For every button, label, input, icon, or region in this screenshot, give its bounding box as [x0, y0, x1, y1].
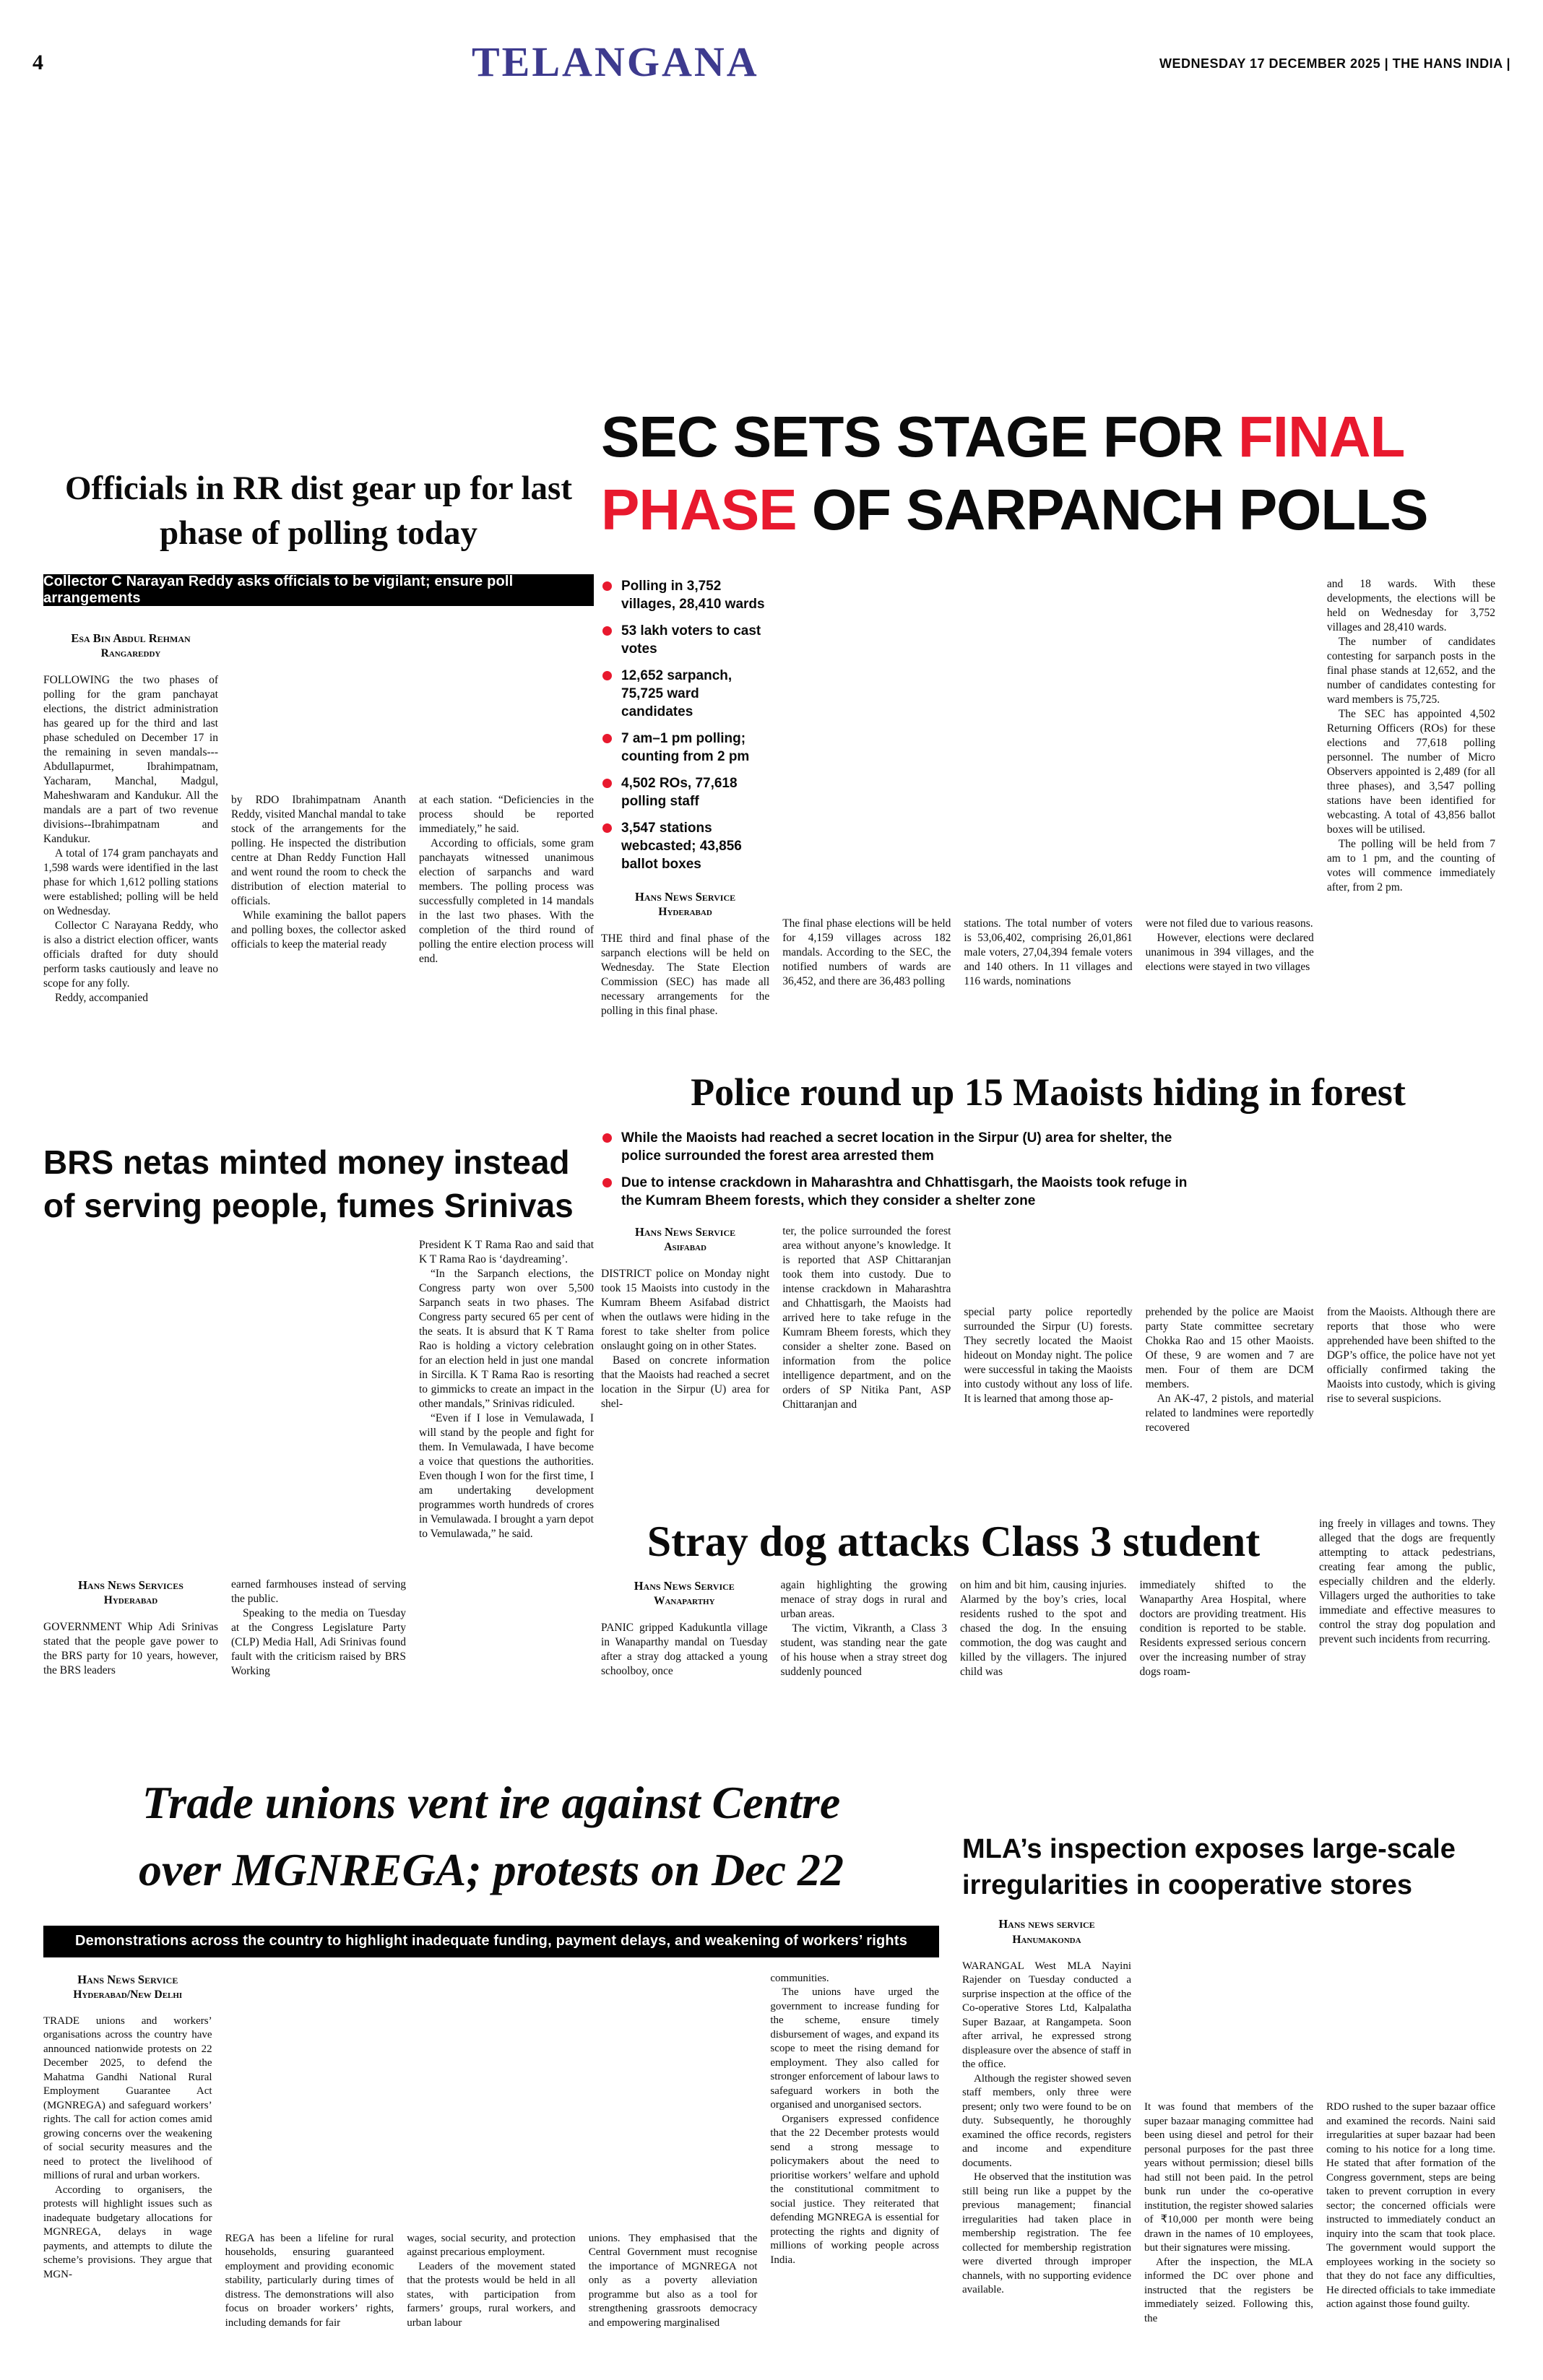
text-column [231, 631, 406, 1005]
text-column [781, 1578, 948, 1679]
byline-place: Hanumakonda [1012, 1933, 1081, 1946]
article-mla-inspection [962, 1831, 1495, 2379]
column-body [43, 1620, 218, 1678]
text-column [419, 631, 594, 1005]
paragraph: prehended by the police are Maoist party State committee secretary Chokka Rao and 15 other Maoists. Of these, 9 are women and 7 are men. Four of them are DCM members. [1145, 1305, 1314, 1390]
paragraph: While examining the ballot papers and polling boxes, the collector asked officials to keep the material ready [231, 909, 406, 951]
byline-place: Rangareddy [100, 647, 161, 660]
byline-author: Hans News Service [77, 1972, 178, 1986]
text-column [225, 1972, 394, 2331]
article-mgnrega-protests [43, 1770, 939, 2380]
bullet-point: 12,652 sarpanch, 75,725 ward candidates [601, 667, 769, 721]
paragraph: REGA has been a lifeline for rural households, ensuring guaranteed employment and providing economic stability, particularly during times of distress. The demonstrations will also focus on broader workers’ rights, including demands for fair [225, 2232, 394, 2329]
paragraph: by RDO Ibrahimpatnam Ananth Reddy, visited Manchal mandal to take stock of the arrangements for the polling. He inspected the distribution centre at Dhan Reddy Function Hall and went round the room to check the distribution of election material to officials. [231, 794, 406, 908]
byline-place: Hyderabad/New Delhi [73, 1988, 183, 2001]
paragraph: RDO rushed to the super bazaar office and examined the records. Naini said irregularities at super bazaar had been coming to his notice for a long time. He stated that after formation of the Congress government, steps are being taken to prevent corruption in every sector; the concerned officials were instructed to immediately conduct an inquiry into the scam that took place. The government would support the employees working in the society so that they do not face any difficulties, He directed officials to take immediate action against those found guilty. [1326, 2101, 1495, 2311]
paragraph: He observed that the institution was still being run like a puppet by the previous management; financial irregularities had taken place in membership registration. The fee collected for membership registration were diverted through improper channels, with no supporting evidence available. [962, 2171, 1131, 2295]
text-column [1146, 577, 1314, 1018]
paragraph: were not filed due to various reasons. [1145, 917, 1313, 930]
paragraph: A total of 174 gram panchayats and 1,598 wards were identified in the last phase for which 1,612 polling stations were established; polling will be held on Wednesday. [43, 847, 218, 918]
bullet-point: Polling in 3,752 villages, 28,410 wards [601, 577, 769, 613]
subhead-strap: Demonstrations across the country to highlight inadequate funding, payment delays, and weakening of workers’ rights [43, 1926, 939, 1957]
section-title: TELANGANA [472, 38, 759, 85]
headline: MLA’s inspection exposes large-scale irregularities in cooperative stores [962, 1834, 1456, 1901]
paragraph: at each station. “Deficiencies in the process should be reported immediately,” he said. [419, 794, 594, 836]
byline-place: Hyderabad [103, 1593, 158, 1606]
key-points-list [601, 1129, 1193, 1210]
headline-line-1: Trade unions vent ire against Centre [142, 1777, 841, 1828]
text-column [419, 1238, 594, 1679]
text-column [964, 577, 1132, 1018]
headline-black-part: OF SARPANCH POLLS [796, 477, 1428, 542]
paragraph: Reddy, accompanied [55, 992, 148, 1005]
text-column [407, 1972, 576, 2331]
paragraph: President K T Rama Rao and said that K T Rama Rao is ‘daydreaming’. [419, 1238, 594, 1265]
byline [601, 1578, 768, 1609]
paragraph: It was found that members of the super bazaar managing committee had been using diesel and petrol for their personal purposes for the past three years without permission; diesel bills had still not been paid. In the petrol bunk run under the co-operative institution, the register showed salaries of ₹10,000 per month were being drawn in the names of 10 employees, but their signatures were missing. [1144, 2101, 1313, 2254]
paragraph: According to officials, some gram panchayats witnessed unanimous election of sarpanchs and ward members. The polling process was successfully completed in 14 mandals in the last two phases. With the completion of the third round of polling the entire election process will end. [419, 837, 594, 966]
column-body [601, 932, 769, 1018]
byline-place: Wanaparthy [653, 1595, 715, 1608]
article-brs-srinivas [43, 1141, 594, 1768]
paragraph: special party police reportedly surrounded the Sirpur (U) forests. They secretly located the Maoist hideout on Monday night. The police were successful in taking the Maoists into custody without any loss of life. It is learned that among those ap- [964, 1305, 1133, 1405]
paragraph: from the Maoists. Although there are reports that those who were apprehended have been shifted to the DGP’s office, the police have not yet officially confirmed taking the Maoists into custody, which is giving rise to several suspicions. [1326, 1305, 1495, 1405]
bullet-point: 4,502 ROs, 77,618 polling staff [601, 774, 769, 810]
byline-author: Hans News Service [635, 889, 736, 904]
headline-and-columns [601, 1517, 1306, 1679]
text-column [231, 1238, 406, 1679]
headline [601, 401, 1495, 547]
byline-author: Hans News Service [634, 1579, 735, 1593]
paragraph: communities. [770, 1972, 829, 1984]
paragraph: Organisers expressed confidence that the 22 December protests would send a strong message to policymakers about the need to prioritise workers’ welfare and uphold the constitutional commitment to social justice. They reiterated that defending MGNREGA is essential for protecting the rights and dignity of millions of working people across India. [770, 2113, 939, 2266]
paragraph: The victim, Vikranth, a Class 3 student, was standing near the gate of his house when a stray street dog suddenly pounced [780, 1622, 947, 1678]
paragraph: ter, the police surrounded the forest area without anyone’s knowledge. It is reported that ASP Chittaranjan took them into custody. Due to intense crackdown in Maharashtra and Chhattisgarh, the Maoists had arrived here to take refuge in the Kumram Bheem forests, which they consider a shelter zone. Based on information from the police intelligence department, and on the orders of SP Nitika Pant, ASP Chittaranjan and [782, 1224, 951, 1411]
paragraph: TRADE unions and workers’ organisations across the country have announced nationwide protests on 22 December 2025, to defend the Mahatma Gandhi National Rural Employment Guarantee Act (MGNREGA) and safeguard workers’ rights. The call for action comes amid growing concerns over the weakening of social security measures and the need to protect the livelihood of millions of rural and urban workers. [43, 2015, 212, 2182]
byline [601, 889, 769, 920]
paragraph: “In the Sarpanch elections, the Congress party won over 5,500 Sarpanch seats in two phases. The Congress party secured 65 per cent of the seats. It is absurd that K T Rama Rao is holding a victory celebration for an election held in just one mandal in Sircilla. K T Rama Rao is resorting to gimmicks to create an impact in the other mandals,” Srinivas ridiculed. [419, 1267, 594, 1410]
headline-line-1 [601, 401, 1495, 474]
column-body [601, 1621, 768, 1679]
paragraph: The number of candidates contesting for sarpanch posts in the final phase stands at 12,652, and the number of candidates contesting for ward members is 75,725. [1326, 635, 1495, 706]
byline [43, 1972, 212, 2003]
paragraph: According to organisers, the protests will highlight issues such as inadequate budgetary allocations for MGNREGA, delays in wage payments, and attempts to dilute the scheme’s provisions. They argue that MGN- [43, 2184, 212, 2280]
text-column [43, 1972, 212, 2331]
column-body [601, 1267, 769, 1411]
headline: Stray dog attacks Class 3 student [647, 1518, 1261, 1565]
paragraph: However, elections were declared unanimous in 394 villages, and the elections were stayed in two villages [1145, 931, 1314, 973]
text-column [964, 1224, 1132, 1435]
paragraph: Collector C Narayana Reddy, who is also a district election officer, wants officials drafted for duty should perform tasks cautiously and leave no scope for any folly. [43, 919, 218, 990]
column-body [962, 1960, 1131, 2298]
text-column [43, 1238, 218, 1679]
paragraph: DISTRICT police on Monday night took 15 Maoists into custody in the Kumram Bheem Asifabad district when the outlaws were hiding in the forest to take shelter from police onslaught going on in other States. [601, 1267, 770, 1352]
text-column [1327, 577, 1495, 1018]
page-number: 4 [33, 51, 43, 74]
article-sec-sarpanch-polls [601, 401, 1495, 1069]
paragraph: The polling will be held from 7 am to 1 pm, and the counting of votes will commence immediately after, from 2 pm. [1326, 837, 1495, 893]
headline [43, 1770, 939, 1904]
byline [601, 1224, 769, 1255]
text-column [589, 1972, 758, 2331]
paragraph: stations. The total number of voters is 53,06,402, comprising 26,01,861 male voters, 27,04,394 female voters and 140 others. In 11 villages and 116 wards, nominations [964, 917, 1133, 987]
bullet-point: While the Maoists had reached a secret location in the Sirpur (U) area for shelter, the police surrounded the forest area arrested them [601, 1129, 1193, 1165]
paragraph: Although the register showed seven staff members, only three were present; only two were found to be on duty. Subsequently, he thoroughly examined the office records, registers and income and expenditure documents. [962, 2072, 1131, 2169]
text-column [1146, 1224, 1314, 1435]
byline-author: Esa Bin Abdul Rehman [71, 631, 191, 646]
paragraph: The SEC has appointed 4,502 Returning Officers (ROs) for these elections and 77,618 polling personnel. The number of Micro Observers appointed is 2,489 (for all three phases), and 3,547 polling stations have been identified for webcasting. A total of 43,856 ballot boxes will be utilised. [1326, 707, 1495, 836]
paragraph: again highlighting the growing menace of stray dogs in rural and urban areas. [780, 1579, 947, 1620]
column-body [43, 673, 218, 1005]
byline-place: Asifabad [664, 1241, 706, 1254]
paragraph: on him and bit him, causing injuries. Alarmed by the boy’s cries, local residents rushed to the spot and chased the dog. In the ensuing commotion, the dog was caught and killed by the villagers. The injured child was [960, 1579, 1127, 1678]
article-maoists-roundup [601, 1069, 1495, 1515]
headline: BRS netas minted money instead of serving people, fumes Srinivas [43, 1143, 574, 1224]
paragraph: unions. They emphasised that the Central Government must recognise the importance of MGNREGA not only as a poverty alleviation programme but also as a tool for strengthening grassroots democracy and empowering marginalised [588, 2232, 758, 2329]
text-column [782, 577, 951, 1018]
masthead [33, 38, 1510, 94]
paragraph: WARANGAL West MLA Nayini Rajender on Tuesday conducted a surprise inspection at the office of the Co-operative Stores Ltd, Kalpalatha Super Bazaar, at Rangampeta. Soon after arrival, he expressed strong displeasure over the absence of staff in the office. [962, 1960, 1131, 2070]
headline-line-2: over MGNREGA; protests on Dec 22 [139, 1843, 844, 1895]
paragraph: PANIC gripped Kadukuntla village in Wanaparthy mandal on Tuesday after a stray dog attacked a young schoolboy, once [601, 1622, 768, 1678]
headline-red-part: PHASE [601, 477, 797, 542]
subhead-strap: Collector C Narayan Reddy asks officials to be vigilant; ensure poll arrangements [43, 574, 594, 606]
paragraph: ing freely in villages and towns. They alleged that the dogs are frequently attempting to attack pedestrians, creating fear among the public, especially children and the elderly. Villagers urged the authorities to take immediate and effective measures to control the stray dog population and prevent such incidents from recurring. [1319, 1518, 1495, 1645]
text-column [1144, 1916, 1313, 2326]
paragraph: wages, social security, and protection against precarious employment. [407, 2232, 576, 2259]
paragraph: immediately shifted to the Wanaparthy Area Hospital, where doctors are providing treatment. His condition is reported to be stable. Residents expressed serious concern over the increasing number of stray dogs roam- [1139, 1579, 1306, 1678]
paragraph: An AK-47, 2 pistols, and material related to landmines were reportedly recovered [1145, 1392, 1314, 1434]
paragraph: earned farmhouses instead of serving the public. [231, 1578, 406, 1605]
paragraph: GOVERNMENT Whip Adi Srinivas stated that the people gave power to the BRS party for 10 years, however, the BRS leaders [43, 1620, 218, 1676]
byline-author: Hans News Services [78, 1578, 183, 1592]
text-column [1326, 1916, 1495, 2326]
byline-author: Hans news service [998, 1917, 1095, 1931]
paragraph: Speaking to the media on Tuesday at the Congress Legislature Party (CLP) Media Hall, Adi Srinivas found fault with the criticism raised by BRS Working [231, 1606, 406, 1677]
paragraph: FOLLOWING the two phases of polling for the gram panchayat elections, the district administration has geared up for the third and last phase scheduled on December 17 in the remaining in seven mandals---Abdullapurmet, Ibrahimpatnam, Yacharam, Manchal, Madgul, Maheshwaram and Kandukur. All the mandals are a part of two revenue divisions--Ibrahimpatnam and Kandukur. [43, 674, 218, 846]
text-column [1140, 1578, 1307, 1679]
headline-black-part: SEC SETS STAGE FOR [601, 404, 1238, 469]
headline-red-part: FINAL [1237, 404, 1405, 469]
bullet-point: 7 am–1 pm polling; counting from 2 pm [601, 730, 769, 766]
column-body [43, 2015, 212, 2282]
headline: Police round up 15 Maoists hiding in forest [691, 1070, 1406, 1114]
text-column [601, 1578, 768, 1679]
text-column [601, 577, 769, 1018]
byline-place: Hyderabad [658, 905, 712, 918]
text-column [1327, 1224, 1495, 1435]
headline: Officials in RR dist gear up for last phase of polling today [65, 469, 572, 553]
paragraph: The unions have urged the government to increase funding for the scheme, ensure timely disbursement of wages, and expand its scope to meet the rising demand for employment. They also called for stronger enforcement of labour laws to safeguard workers in both the organised and unorganised sectors. [770, 1986, 939, 2111]
text-column [1319, 1517, 1495, 1679]
paragraph: Leaders of the movement stated that the protests would be held in all states, with participation from farmers’ groups, rural workers, and urban labour [407, 2260, 576, 2329]
text-column [770, 1972, 939, 2331]
bullet-point: 3,547 stations webcasted; 43,856 ballot boxes [601, 819, 769, 873]
byline [962, 1916, 1131, 1947]
paragraph: THE third and final phase of the sarpanch elections will be held on Wednesday. The State Election Commission (SEC) has made all necessary arrangements for the polling in this final phase. [601, 932, 770, 1017]
article-officials-rr-dist [43, 466, 594, 1127]
paragraph: Based on concrete information that the Maoists had reached a secret location in the Sirpur (U) area for shel- [601, 1354, 770, 1410]
text-column [962, 1916, 1131, 2326]
bullet-point: Due to intense crackdown in Maharashtra and Chhattisgarh, the Maoists took refuge in the Kumram Bheem forests, which they consider a shelter zone [601, 1174, 1193, 1210]
text-column [601, 1224, 769, 1435]
byline-author: Hans News Service [635, 1224, 736, 1239]
paragraph: The final phase elections will be held for 4,159 villages across 182 mandals. According to the SEC, the notified numbers of wards are 36,452, and there are 36,483 polling [782, 917, 951, 987]
headline-line-2 [601, 474, 1495, 547]
key-points-list [601, 577, 769, 873]
dateline: WEDNESDAY 17 DECEMBER 2025 | THE HANS INDIA | [1159, 56, 1510, 71]
text-column [782, 1224, 951, 1435]
paragraph: “Even if I lose in Vemulawada, I will stand by the people and fight for them. In Vemulawada, I have become a voice that questions the authorities. Even though I won for the first time, I am undertaking development programmes worth hundreds of crores in Vemulawada. I brought a yarn depot to Vemulawada,” he said. [419, 1411, 594, 1540]
paragraph: After the inspection, the MLA informed the DC over phone and instructed that the registers be immediately seized. Following this, the [1144, 2256, 1313, 2324]
byline [43, 1578, 218, 1609]
text-column [43, 631, 218, 1005]
byline [43, 631, 218, 662]
text-column [960, 1578, 1127, 1679]
paragraph: and 18 wards. With these developments, the elections will be held on Wednesday for 3,752 villages and 28,410 wards. [1326, 577, 1495, 633]
bullet-point: 53 lakh voters to cast votes [601, 622, 769, 658]
